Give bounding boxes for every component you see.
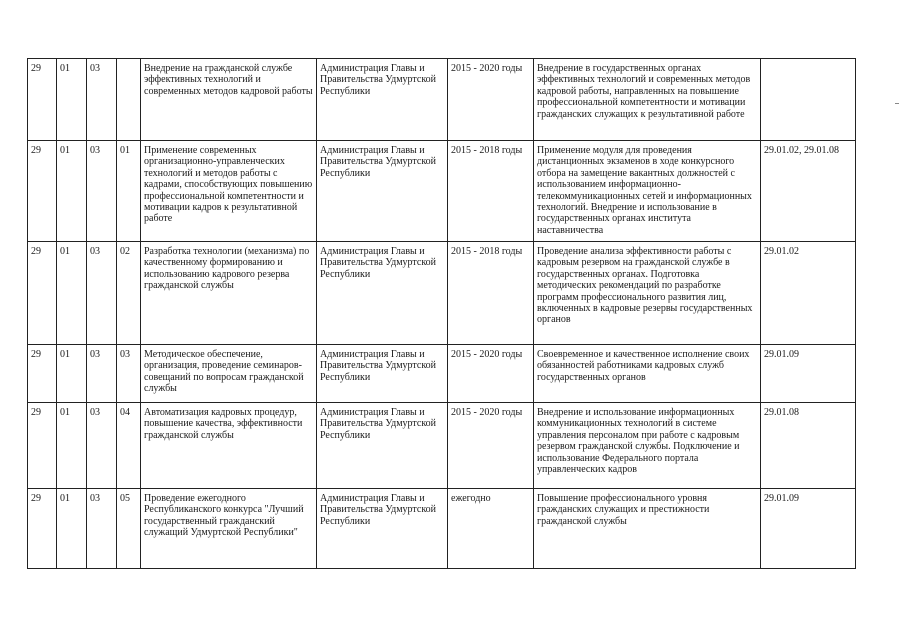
cell-gp: 29 bbox=[28, 59, 57, 141]
cell-pp: 01 bbox=[57, 345, 87, 403]
cell-period: 2015 - 2018 годы bbox=[448, 141, 534, 242]
cell-gp: 29 bbox=[28, 345, 57, 403]
cell-pp: 01 bbox=[57, 242, 87, 345]
cell-pp: 01 bbox=[57, 59, 87, 141]
cell-m: 01 bbox=[117, 141, 141, 242]
cell-om: 03 bbox=[87, 403, 117, 489]
cell-m: 05 bbox=[117, 489, 141, 569]
cell-indicator-link: 29.01.09 bbox=[761, 345, 856, 403]
cell-activity-name: Разработка технологии (механизма) по качественному формированию и использованию кадрового резерва гражданской службы bbox=[141, 242, 317, 345]
cell-expected-result: Внедрение и использование информационных коммуникационных технологий в системе управления персоналом при работе с кадровым резервом гражданской службы. Подключение и использование Федерального портала управленческих кадров bbox=[534, 403, 761, 489]
cell-pp: 01 bbox=[57, 141, 87, 242]
cell-period: 2015 - 2020 годы bbox=[448, 403, 534, 489]
cell-indicator-link: 29.01.02 bbox=[761, 242, 856, 345]
table-row bbox=[28, 242, 856, 345]
cell-expected-result: Внедрение в государственных органах эффективных технологий и современных методов кадровой работы, направленных на повышение профессиональной компетентности и мотивации гражданских служащих к результативной работе bbox=[534, 59, 761, 141]
cell-gp: 29 bbox=[28, 242, 57, 345]
cell-activity-name: Проведение ежегодного Республиканского конкурса "Лучший государственный гражданский служащий Удмуртской Республики" bbox=[141, 489, 317, 569]
cell-executor: Администрация Главы и Правительства Удмуртской Республики bbox=[317, 59, 448, 141]
cell-executor: Администрация Главы и Правительства Удмуртской Республики bbox=[317, 489, 448, 569]
cell-expected-result: Проведение анализа эффективности работы с кадровым резервом на гражданской службе в государственных органах. Подготовка методических рекомендаций по разработке программ профессионального развития лиц, включенных в кадровые резервы государственных органов bbox=[534, 242, 761, 345]
cell-indicator-link: 29.01.02, 29.01.08 bbox=[761, 141, 856, 242]
cell-om: 03 bbox=[87, 242, 117, 345]
cell-activity-name: Применение современных организационно-управленческих технологий и методов работы с кадрами, способствующих повышению профессиональной компетентности и мотивации кадров к результативной работе bbox=[141, 141, 317, 242]
table-row bbox=[28, 489, 856, 569]
cell-indicator-link: 29.01.08 bbox=[761, 403, 856, 489]
cell-gp: 29 bbox=[28, 489, 57, 569]
cell-executor: Администрация Главы и Правительства Удмуртской Республики bbox=[317, 345, 448, 403]
cell-pp: 01 bbox=[57, 403, 87, 489]
table-row bbox=[28, 59, 856, 141]
cell-indicator-link: 29.01.09 bbox=[761, 489, 856, 569]
program-activities-table bbox=[27, 58, 856, 569]
table-row bbox=[28, 403, 856, 489]
cell-om: 03 bbox=[87, 489, 117, 569]
scan-mark bbox=[895, 103, 899, 104]
table-row bbox=[28, 345, 856, 403]
cell-period: 2015 - 2020 годы bbox=[448, 345, 534, 403]
cell-gp: 29 bbox=[28, 403, 57, 489]
cell-om: 03 bbox=[87, 141, 117, 242]
cell-m: 03 bbox=[117, 345, 141, 403]
cell-pp: 01 bbox=[57, 489, 87, 569]
cell-activity-name: Автоматизация кадровых процедур, повышение качества, эффективности гражданской службы bbox=[141, 403, 317, 489]
cell-activity-name: Методическое обеспечение, организация, проведение семинаров-совещаний по вопросам гражданской службы bbox=[141, 345, 317, 403]
cell-m: 02 bbox=[117, 242, 141, 345]
cell-m bbox=[117, 59, 141, 141]
cell-om: 03 bbox=[87, 345, 117, 403]
cell-executor: Администрация Главы и Правительства Удмуртской Республики bbox=[317, 403, 448, 489]
cell-m: 04 bbox=[117, 403, 141, 489]
cell-expected-result: Повышение профессионального уровня гражданских служащих и престижности гражданской службы bbox=[534, 489, 761, 569]
cell-executor: Администрация Главы и Правительства Удмуртской Республики bbox=[317, 242, 448, 345]
cell-expected-result: Своевременное и качественное исполнение своих обязанностей работниками кадровых служб государственных органов bbox=[534, 345, 761, 403]
cell-gp: 29 bbox=[28, 141, 57, 242]
cell-expected-result: Применение модуля для проведения дистанционных экзаменов в ходе конкурсного отбора на замещение вакантных должностей с использованием информационно-телекоммуникационных сетей и информационных технологий. Внедрение и использование в государственных органах института наставничества bbox=[534, 141, 761, 242]
cell-period: ежегодно bbox=[448, 489, 534, 569]
cell-indicator-link bbox=[761, 59, 856, 141]
cell-om: 03 bbox=[87, 59, 117, 141]
cell-period: 2015 - 2020 годы bbox=[448, 59, 534, 141]
cell-activity-name: Внедрение на гражданской службе эффективных технологий и современных методов кадровой работы bbox=[141, 59, 317, 141]
table-row bbox=[28, 141, 856, 242]
cell-executor: Администрация Главы и Правительства Удмуртской Республики bbox=[317, 141, 448, 242]
cell-period: 2015 - 2018 годы bbox=[448, 242, 534, 345]
